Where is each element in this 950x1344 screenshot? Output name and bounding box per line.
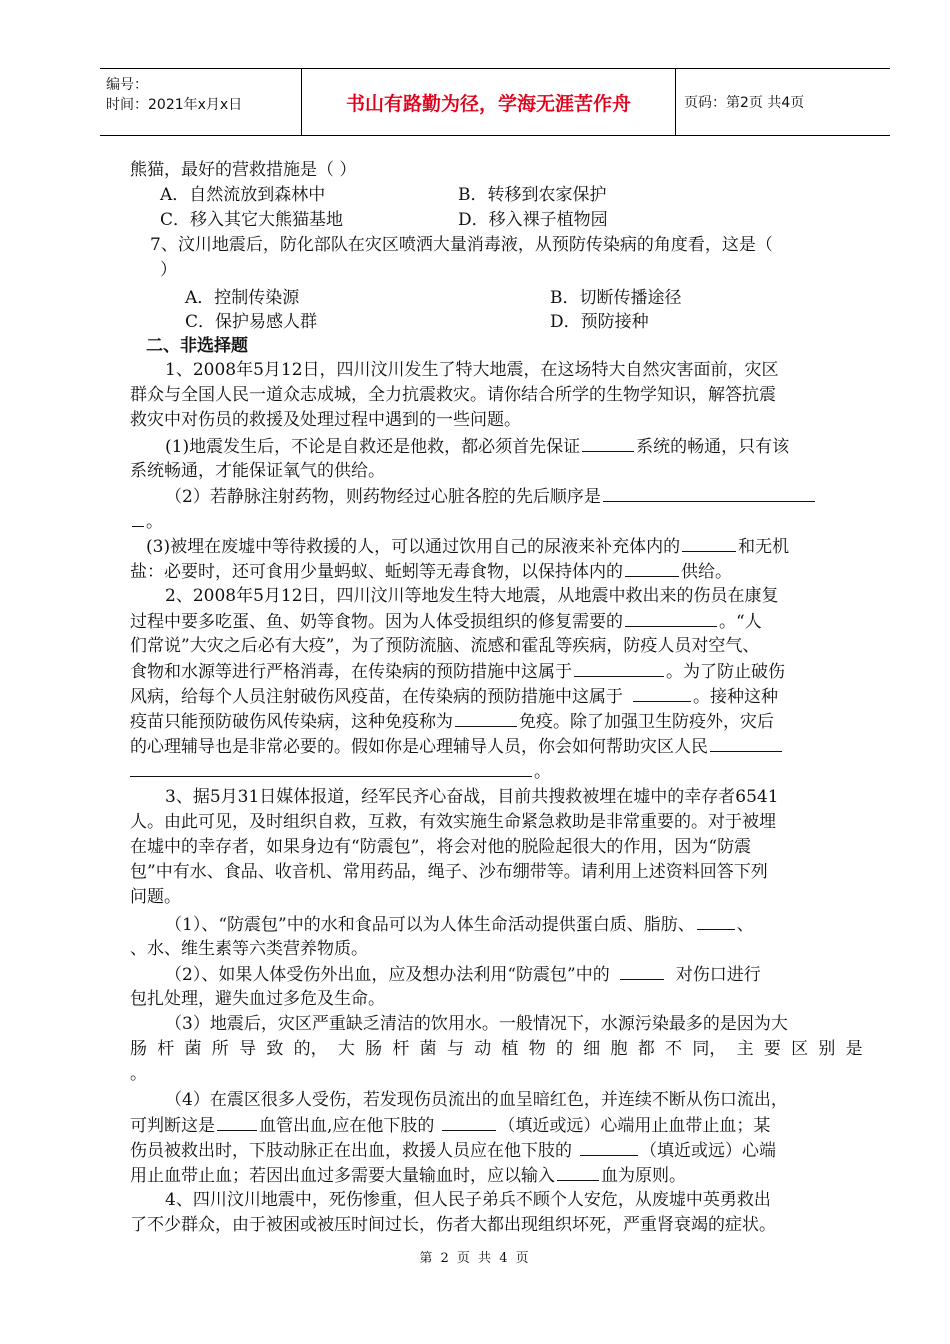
question-1-intro: 1、2008年5月12日，四川汶川发生了特大地震，在这场特大自然灾害面前，灾区 xyxy=(165,360,779,380)
answer-blank[interactable] xyxy=(603,484,815,502)
header-page-number: 页码：第2页 共4页 xyxy=(684,95,805,111)
text-line: (1)地震发生后，不论是自救还是他救，都必须首先保证 系统的畅通，只有该 xyxy=(165,434,789,459)
answer-blank[interactable] xyxy=(455,709,517,727)
answer-blank[interactable] xyxy=(697,912,735,930)
text-line: 问题。 xyxy=(130,887,181,907)
page-header xyxy=(100,68,890,136)
text-line: 可判断这是 血管出血,应在他下肢的 （填近或远）心端用止血带止血；某 xyxy=(130,1113,770,1138)
option-d: D．移入裸子植物园 xyxy=(458,210,608,230)
answer-blank[interactable] xyxy=(132,509,144,527)
text-line: 救灾中对伤员的救援及处理过程中遇到的一些问题。 xyxy=(130,410,521,430)
answer-blank[interactable] xyxy=(130,759,532,777)
document-time-label: 时间：2021年x月x日 xyxy=(106,97,243,113)
option-c: C．保护易感人群 xyxy=(185,312,318,332)
answer-blank[interactable] xyxy=(625,559,679,577)
answer-blank[interactable] xyxy=(710,734,782,752)
document-number-label: 编号： xyxy=(106,77,148,93)
question-2-intro: 2、2008年5月12日，四川汶川等地发生特大地震，从地震中救出来的伤员在康复 xyxy=(165,586,779,606)
option-b: B．转移到农家保护 xyxy=(458,185,607,205)
option-a: A．控制传染源 xyxy=(185,288,300,308)
text-line: 盐：必要时，还可食用少量蚂蚁、蚯蚓等无毒食物，以保持体内的 供给。 xyxy=(130,559,732,584)
answer-blank[interactable] xyxy=(217,1113,257,1131)
option-a: A．自然流放到森林中 xyxy=(160,185,326,205)
option-c: C．移入其它大熊猫基地 xyxy=(160,210,344,230)
option-b: B．切断传播途径 xyxy=(550,288,682,308)
header-page-cell xyxy=(676,69,890,135)
page-footer: 第 2 页 共 4 页 xyxy=(419,1251,531,1266)
text-line: 、水、维生素等六类营养物质。 xyxy=(130,939,368,959)
text-line: 在墟中的幸存者，如果身边有“防震包”，将会对他的脱险起很大的作用，因为“防震 xyxy=(130,837,752,857)
text-line: 们常说”大灾之后必有大疫”，为了预防流脑、流感和霍乱等疾病，防疫人员对空气、 xyxy=(130,636,760,656)
text-line: 包”中有水、食品、收音机、常用药品，绳子、沙布绷带等。请利用上述资料回答下列 xyxy=(130,862,768,882)
question-4-intro: 4、四川汶川地震中，死伤惨重，但人民子弟兵不顾个人安危，从废墟中英勇救出 xyxy=(165,1190,771,1210)
section-heading: 二、非选择题 xyxy=(146,336,248,356)
text-line: 伤员被救出时，下肢动脉正在出血，救援人员应在他下肢的 （填近或远）心端 xyxy=(130,1138,776,1163)
answer-blank[interactable] xyxy=(574,659,664,677)
text-line: 。 xyxy=(130,509,163,534)
answer-blank[interactable] xyxy=(582,434,634,452)
answer-blank[interactable] xyxy=(620,962,664,980)
option-d: D．预防接种 xyxy=(550,312,649,332)
text-line: 。 xyxy=(130,759,551,784)
text-line: （1）、“防震包”中的水和食品可以为人体生命活动提供蛋白质、脂肪、 、 xyxy=(165,912,754,937)
text-line: 疫苗只能预防破伤风传染病，这种免疫称为 免疫。除了加强卫生防疫外，灾后 xyxy=(130,709,774,734)
text-line: (3)被埋在废墟中等待救援的人，可以通过饮用自己的尿液来补充体内的 和无机 xyxy=(146,534,789,559)
text-line: 过程中要多吃蛋、鱼、奶等食物。因为人体受损组织的修复需要的 。“人 xyxy=(130,609,762,634)
text-line: 的心理辅导也是非常必要的。假如你是心理辅导人员，你会如何帮助灾区人民 xyxy=(130,734,784,759)
answer-blank[interactable] xyxy=(580,1138,638,1156)
answer-blank[interactable] xyxy=(633,684,691,702)
text-line: 了不少群众，由于被困或被压时间过长，伤者大都出现组织坏死，严重肾衰竭的症状。 xyxy=(130,1215,776,1235)
text-line: 。 xyxy=(130,1064,147,1084)
text-line: （3）地震后，灾区严重缺乏清洁的饮用水。一般情况下，水源污染最多的是因为大 xyxy=(165,1014,788,1034)
question-3-intro: 3、据5月31日媒体报道，经军民齐心奋战，目前共搜救被埋在墟中的幸存者6541 xyxy=(165,787,779,807)
text-line: 用止血带止血；若因出血过多需要大量输血时，应以输入 血为原则。 xyxy=(130,1163,686,1188)
question-7: 7、汶川地震后，防化部队在灾区喷洒大量消毒液，从预防传染病的角度看，这是（ xyxy=(150,235,773,255)
answer-blank[interactable] xyxy=(625,609,717,627)
text-line: 群众与全国人民一道众志成城，全力抗震救灾。请你结合所学的生物学知识，解答抗震 xyxy=(130,385,776,405)
justified-line: 肠 杆 菌 所 导 致 的， 大 肠 杆 菌 与 动 植 物 的 细 胞 都 不 同， 主 要 区 别 是 xyxy=(130,1039,863,1059)
text-line: ） xyxy=(160,260,177,280)
header-motto: 书山有路勤为径，学海无涯苦作舟 xyxy=(345,92,631,115)
header-info-cell xyxy=(100,69,302,135)
answer-blank[interactable] xyxy=(682,534,736,552)
text-line: （2）若静脉注射药物，则药物经过心脏各腔的先后顺序是 xyxy=(165,484,817,509)
text-line: 人。由此可见，及时组织自救，互救，有效实施生命紧急救助是非常重要的。对于被埋 xyxy=(130,812,776,832)
header-motto-cell xyxy=(302,69,676,135)
answer-blank[interactable] xyxy=(442,1113,496,1131)
text-line: 风病，给每个人员注射破伤风疫苗，在传染病的预防措施中这属于 。接种这种 xyxy=(130,684,778,709)
answer-blank[interactable] xyxy=(557,1163,599,1181)
text-line: 熊猫，最好的营救措施是（ ） xyxy=(130,160,357,180)
text-line: （2）、如果人体受伤外出血，应及想办法利用“防震包”中的 对伤口进行 xyxy=(165,962,761,987)
text-line: （4）在震区很多人受伤，若发现伤员流出的血呈暗红色，并连续不断从伤口流出， xyxy=(165,1090,788,1110)
text-line: 系统畅通，才能保证氧气的供给。 xyxy=(130,461,385,481)
text-line: 包扎处理，避失血过多危及生命。 xyxy=(130,989,385,1009)
text-line: 食物和水源等进行严格消毒，在传染病的预防措施中这属于 。为了防止破伤 xyxy=(130,659,785,684)
